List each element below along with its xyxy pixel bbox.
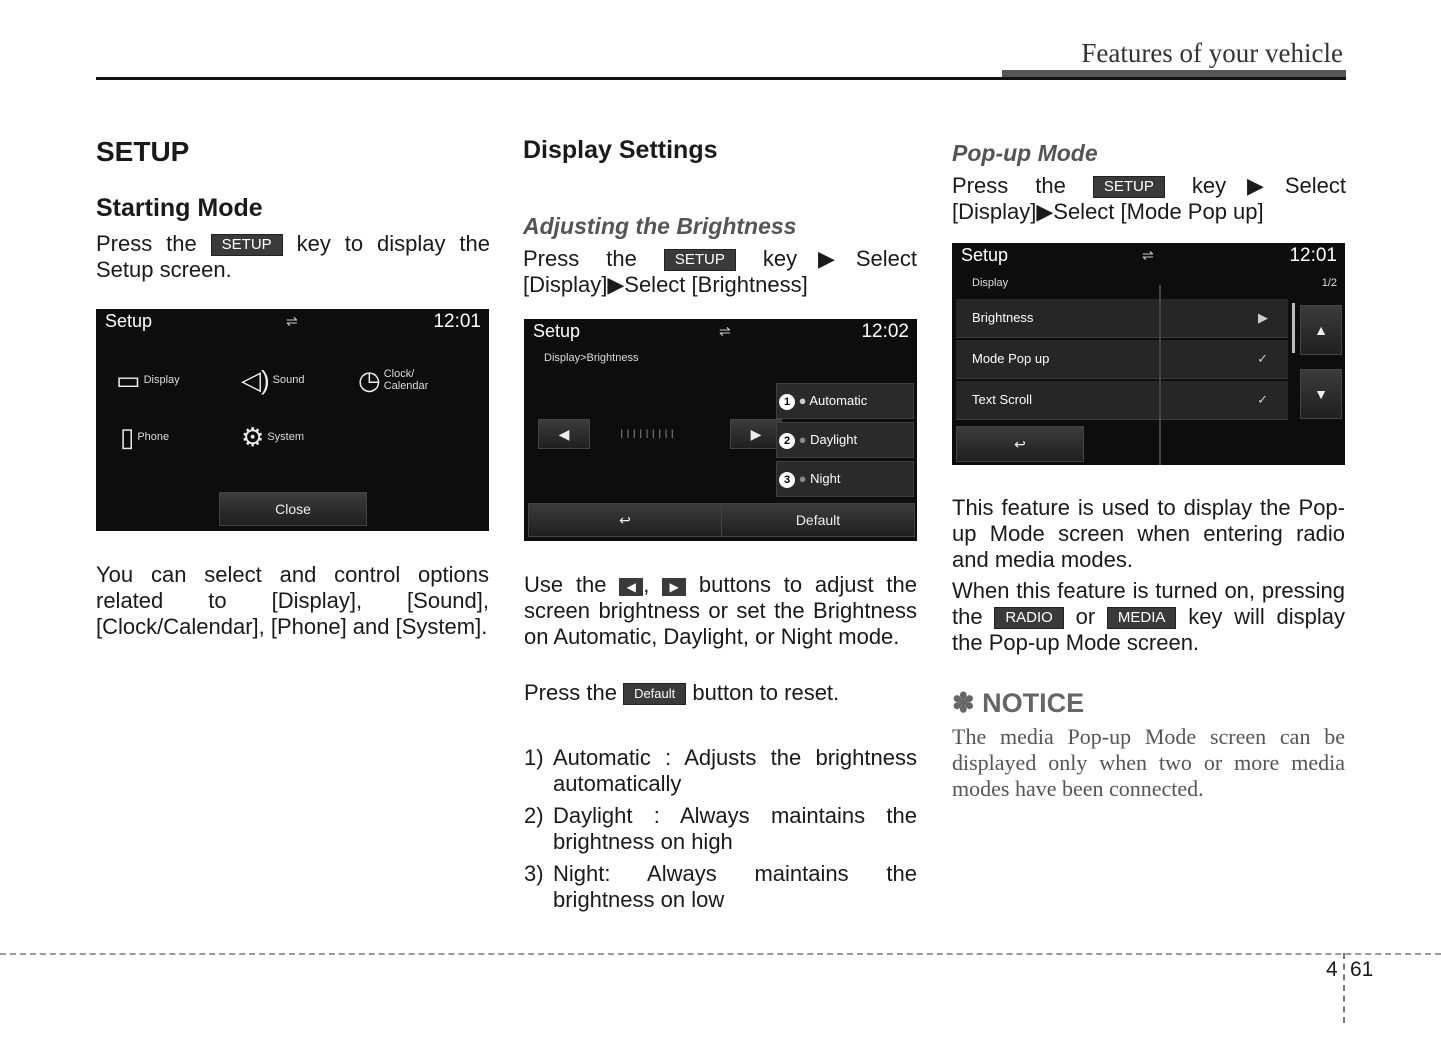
radio-key: RADIO	[994, 607, 1064, 629]
brightness-modes-list	[524, 745, 917, 919]
body-text: button to reset.	[692, 680, 840, 705]
right-arrow-key-icon: ▶	[662, 578, 686, 596]
body-text: buttons to adjust the screen brightness or set the Brightness on Automatic, Daylight, or Night mode.	[524, 572, 917, 649]
divider	[1159, 285, 1161, 465]
brightness-down-button[interactable]: ◀	[538, 419, 590, 449]
brightness-intro	[523, 246, 917, 298]
back-arrow-icon: ↩	[1014, 436, 1026, 452]
notice-box	[952, 690, 1345, 802]
clock-calendar-menu-item[interactable]	[358, 367, 454, 393]
body-text: key will display the Pop-up Mode screen.	[952, 604, 1345, 655]
footer-page-number: 61	[1350, 958, 1374, 981]
default-key: Default	[623, 683, 686, 705]
footer-chapter-number: 4	[1326, 958, 1338, 981]
subsection-title-brightness: Adjusting the Brightness	[523, 213, 797, 239]
row-mode-popup[interactable]	[956, 340, 1288, 379]
checkmark-icon: ✓	[1257, 392, 1268, 407]
list-item	[524, 803, 917, 855]
system-menu-item[interactable]	[241, 424, 304, 450]
list-number: 2)	[524, 803, 544, 828]
row-text-scroll[interactable]	[956, 381, 1288, 420]
column-setup	[96, 136, 490, 283]
option-label: Daylight	[810, 432, 858, 447]
number-badge: 2	[779, 433, 795, 449]
usb-icon: ⇌	[286, 313, 298, 329]
media-key: MEDIA	[1107, 607, 1177, 629]
close-button[interactable]: Close	[219, 492, 367, 526]
phone-icon: ▯	[120, 422, 135, 452]
list-text: Night: Always maintains the brightness on low	[553, 861, 917, 912]
usb-icon: ⇌	[719, 323, 731, 339]
scroll-up-button[interactable]	[1300, 305, 1342, 355]
setup-body-text: You can select and control options related to [Display], [Sound], [Clock/Calendar], [Phone] and [System].	[96, 562, 489, 639]
setup-screen	[96, 309, 489, 531]
phone-menu-item[interactable]	[120, 424, 169, 450]
intro-text: Press the	[952, 173, 1066, 198]
row-label: Mode Pop up	[972, 351, 1050, 366]
left-arrow-key-icon: ◀	[619, 578, 643, 596]
intro-text: Press the	[523, 246, 637, 271]
body-text: When this feature is turned on, pressing the	[952, 578, 1345, 629]
list-text: Automatic : Adjusts the brightness automatically	[553, 745, 917, 796]
sound-label: Sound	[272, 374, 305, 386]
option-label: Automatic	[809, 393, 868, 408]
brightness-up-button[interactable]: ▶	[730, 419, 782, 449]
option-night[interactable]: 3 ● Night	[776, 461, 914, 497]
subsection-title-popup-mode: Pop-up Mode	[952, 140, 1098, 166]
back-button[interactable]	[528, 503, 722, 537]
setup-key: SETUP	[1093, 176, 1165, 198]
starting-mode-intro	[96, 231, 490, 283]
display-menu-item[interactable]	[116, 367, 180, 393]
setup-key: SETUP	[211, 234, 283, 256]
option-automatic[interactable]: 1 ● Automatic	[776, 383, 914, 419]
checkmark-icon: ✓	[1257, 351, 1268, 366]
body-text: Press the	[524, 680, 617, 705]
column-display-settings	[523, 136, 917, 298]
default-button[interactable]: Default	[721, 503, 915, 537]
screen-title: Setup	[533, 321, 581, 341]
screen-time: 12:01	[433, 311, 481, 332]
body-text: or	[1075, 604, 1096, 629]
popup-body-text-1: This feature is used to display the Pop-up Mode screen when entering radio and media modes.	[952, 495, 1345, 572]
screen-time: 12:02	[861, 321, 909, 342]
chevron-up-icon: ▲	[1314, 322, 1328, 338]
notice-title: ✽ NOTICE	[952, 688, 1085, 718]
section-title-display-settings: Display Settings	[523, 136, 718, 164]
scrollbar-thumb[interactable]	[1292, 303, 1295, 353]
row-brightness[interactable]	[956, 299, 1288, 338]
footer-dashed-line	[0, 953, 1441, 955]
number-badge: 3	[779, 472, 795, 488]
phone-label: Phone	[137, 431, 170, 443]
list-item	[524, 861, 917, 913]
gear-folder-icon: ⚙	[241, 422, 265, 452]
back-button[interactable]	[956, 426, 1084, 462]
scroll-down-button[interactable]	[1300, 369, 1342, 419]
intro-text: Press the	[96, 231, 197, 256]
subsection-title-starting-mode: Starting Mode	[96, 194, 263, 222]
intro-text: key▶Select [Display]▶Select [Brightness]	[523, 246, 917, 297]
display-label: Display	[143, 374, 180, 386]
footer-vertical-dashed-line	[1343, 953, 1345, 1023]
brightness-screen	[524, 319, 917, 541]
setup-key: SETUP	[664, 249, 736, 271]
speaker-icon: ◁)	[241, 365, 270, 395]
sound-menu-item[interactable]	[241, 367, 304, 393]
display-icon: ▭	[116, 365, 141, 395]
screen-title: Setup	[105, 311, 153, 331]
system-label: System	[267, 431, 304, 443]
brightness-reset-text	[524, 680, 917, 706]
brightness-use-text: Use the ◀ , ▶ buttons to adjust the screen brightness or set the Brightness on Automatic, Daylight, or Night mode.	[524, 572, 917, 649]
clock-icon: ◷	[358, 365, 381, 395]
chevron-down-icon: ▼	[1314, 386, 1328, 402]
section-title-setup: SETUP	[96, 136, 190, 167]
list-item	[524, 745, 917, 797]
list-number: 3)	[524, 861, 544, 886]
page-header-title: Features of your vehicle	[1081, 38, 1343, 68]
breadcrumb: Display>Brightness	[544, 352, 639, 364]
list-number: 1)	[524, 745, 544, 770]
row-label: Brightness	[972, 310, 1034, 325]
screen-time: 12:01	[1289, 245, 1337, 266]
arrow-right-icon: ▶	[1258, 310, 1268, 325]
intro-text: key▶Select [Display]▶Select [Mode Pop up]	[952, 173, 1346, 224]
option-daylight[interactable]: 2 ● Daylight	[776, 422, 914, 458]
back-arrow-icon: ↩	[619, 512, 631, 528]
screen-title: Setup	[961, 245, 1009, 265]
intro-text: key to display the Setup screen.	[96, 231, 490, 282]
popup-mode-screen	[952, 243, 1345, 465]
popup-intro	[952, 173, 1346, 225]
brightness-slider[interactable]: IIIIIIIII	[620, 427, 678, 441]
breadcrumb: Display	[972, 277, 1009, 289]
body-text: Use the	[524, 572, 607, 597]
number-badge: 1	[779, 394, 795, 410]
popup-body-text-2	[952, 578, 1345, 656]
column-popup-mode	[952, 140, 1346, 225]
option-label: Night	[810, 471, 841, 486]
list-text: Daylight : Always maintains the brightness on high	[553, 803, 917, 854]
page-indicator: 1/2	[1321, 277, 1337, 289]
clock-calendar-label: Clock/ Calendar	[383, 368, 429, 392]
usb-icon: ⇌	[1142, 247, 1154, 263]
row-label: Text Scroll	[972, 392, 1032, 407]
header-rule	[96, 77, 1346, 80]
notice-text: The media Pop-up Mode screen can be displayed only when two or more media modes have been connected.	[952, 724, 1345, 801]
